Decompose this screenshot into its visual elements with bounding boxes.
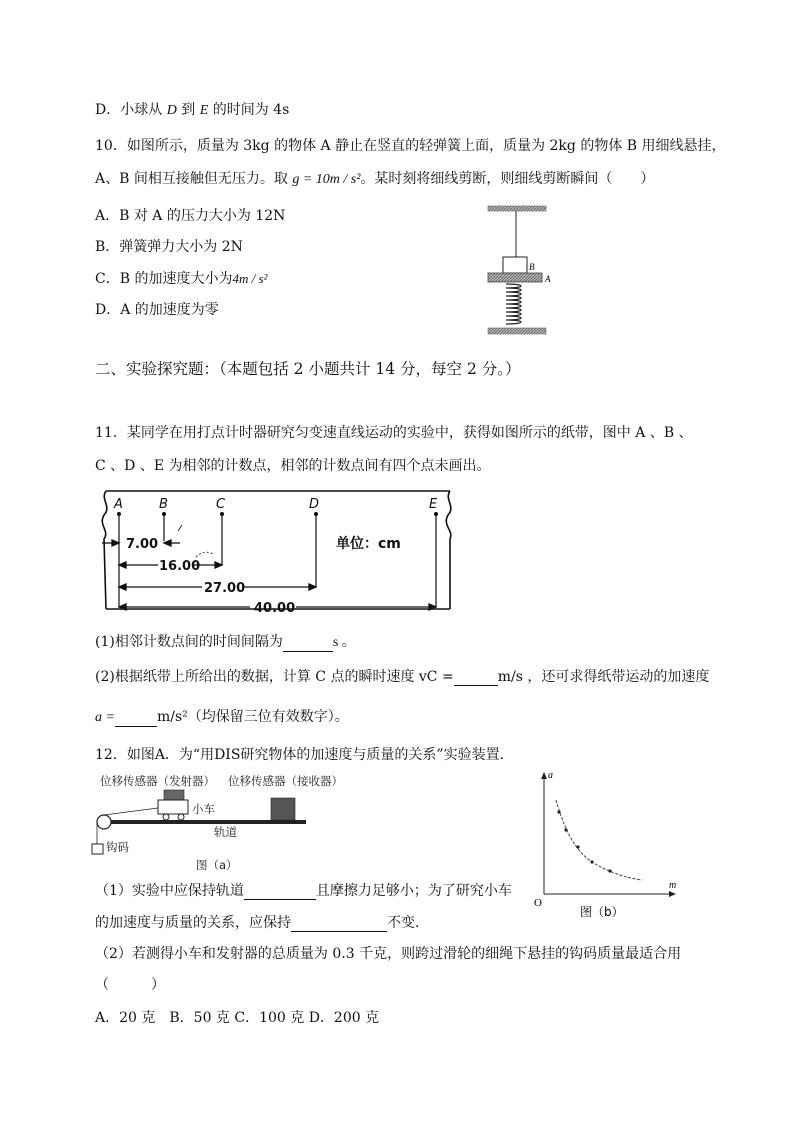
q11-sub1-unit: s 。 — [332, 635, 356, 650]
q9d-text-pre: D．小球从 — [95, 102, 167, 118]
data-point — [557, 810, 560, 813]
origin-label: O — [534, 897, 542, 909]
floor-support — [488, 328, 546, 334]
cart-wheel-left — [163, 814, 169, 820]
q10c-text: C．B 的加速度大小为 — [95, 271, 233, 287]
block-b — [503, 257, 527, 273]
track — [110, 820, 306, 824]
dist-ac: 16.00 — [159, 559, 201, 574]
tape-left-edge — [102, 491, 107, 609]
q12-choices: A．20 克 B．50 克 C．100 克 D．200 克 — [95, 1010, 380, 1026]
curve — [556, 800, 642, 880]
block-a — [488, 273, 542, 282]
q12-sub1-text-a: （1）实验中应保持轨道 — [95, 883, 244, 899]
q10-g-value: g = 10m / s² — [292, 172, 361, 187]
a-m-graph-figure-b — [530, 766, 688, 924]
q12-sub1-blank-2[interactable] — [291, 917, 387, 932]
apparatus-figure-a — [88, 768, 343, 874]
q10-stem-post: 。某时刻将细线剪断，则细线剪断瞬间（ ） — [360, 171, 655, 187]
pulley — [97, 815, 111, 829]
figure-a-caption: 图（a） — [196, 858, 238, 872]
label-b: B — [529, 262, 535, 272]
q10-stem-pre: A、B 间相互接触但无压力。取 — [95, 171, 293, 187]
ceiling-support — [488, 206, 546, 211]
q11-sub1-text: (1)相邻计数点间的时间间隔为 — [95, 634, 283, 650]
q10-option-d: D．A 的加速度为零 — [95, 302, 219, 318]
q11-sub3-text: a = — [95, 710, 115, 725]
q10c-value: 4m / s² — [232, 271, 268, 286]
cart-label: 小车 — [192, 802, 215, 816]
tape-label-b: B — [159, 497, 168, 512]
q12-sub2-line1: （2）若测得小车和发射器的总质量为 0.3 千克，则跨过滑轮的细绳下悬挂的钩码质量最适合用 — [95, 946, 682, 962]
q10-option-c — [95, 270, 267, 288]
q12-sub1-text-c: 的加速度与质量的关系，应保持 — [95, 915, 291, 931]
data-point — [564, 828, 567, 831]
q12-sub1-text-b: 且摩擦力足够小；为了研究小车 — [315, 883, 512, 899]
cart-wheel-right — [178, 814, 184, 820]
tape-right-edge — [446, 491, 451, 609]
sensor-receiver-label: 位移传感器（接收器） — [228, 774, 343, 788]
tape-label-d: D — [309, 497, 320, 512]
hook-weight — [92, 844, 103, 854]
q12-stem: 12．如图A．为“用DIS研究物体的加速度与质量的关系”实验装置． — [95, 747, 514, 763]
q9d-text-mid: 到 — [176, 102, 200, 118]
q11-sub2 — [95, 668, 709, 686]
data-point — [590, 860, 593, 863]
q10-stem-line1: 10．如图所示，质量为 3kg 的物体 A 静止在竖直的轻弹簧上面，质量为 2kg 的物体 B 用细线悬挂， — [95, 138, 726, 154]
data-point — [608, 869, 611, 872]
q11-sub3-unit: m/s²（均保留三位有效数字）。 — [156, 709, 349, 725]
q9d-point-e: E — [199, 103, 209, 118]
q12-sub2-line2 — [95, 976, 165, 994]
x-axis-label: m — [669, 880, 677, 891]
tape-label-c: C — [216, 497, 226, 512]
q10-option-a: A．B 对 A 的压力大小为 12N — [95, 208, 286, 224]
q9d-point-d: D — [166, 103, 177, 118]
hook-weight-label: 钩码 — [106, 840, 129, 854]
label-a: A — [545, 274, 551, 284]
transmitter-sensor — [164, 790, 184, 800]
dist-ad: 27.00 — [204, 581, 246, 596]
q11-sub3-answer-blank[interactable] — [115, 712, 157, 727]
y-axis-label: a — [548, 770, 553, 781]
q11-sub1-answer-blank[interactable] — [283, 637, 333, 652]
q12-sub2-answer-paren[interactable]: （ ） — [95, 977, 165, 993]
q11-stem-line2: C 、D 、E 为相邻的计数点，相邻的计数点间有四个点未画出。 — [95, 458, 491, 474]
q11-sub2-text: (2)根据纸带上所给出的数据，计算 C 点的瞬时速度 vC = — [95, 669, 454, 685]
paper-tape-figure — [98, 487, 460, 617]
q12-sub1-line2 — [95, 914, 429, 932]
spring — [506, 284, 521, 324]
dist-ae: 40.00 — [254, 601, 296, 616]
cart-body — [158, 800, 188, 814]
q12-sub1-text-d: 不变． — [387, 915, 429, 931]
q11-sub1 — [95, 633, 356, 652]
q9-option-d — [95, 101, 289, 120]
figure-b-caption: 图（b） — [580, 905, 624, 919]
tape-unit: 单位：cm — [336, 536, 401, 552]
q12-sub1-line1 — [95, 882, 512, 900]
receiver-sensor — [271, 798, 295, 820]
q10-option-b: B．弹簧弹力大小为 2N — [95, 239, 243, 255]
rope-horizontal — [104, 808, 158, 815]
section-title: 二、实验探究题：（本题包括 2 小题共计 14 分，每空 2 分。） — [95, 360, 521, 378]
q10-stem-line2 — [95, 170, 654, 189]
dist-ab: 7.00 — [126, 537, 159, 552]
spring-block-figure — [486, 204, 556, 338]
tape-label-e: E — [429, 497, 438, 512]
tape-label-a: A — [114, 497, 123, 512]
sensor-transmitter-label: 位移传感器（发射器） — [100, 774, 215, 788]
q11-stem-line1: 11．某同学在用打点计时器研究匀变速直线运动的实验中，获得如图所示的纸带，图中 A 、B 、 — [95, 425, 693, 441]
q11-sub2-unit: m/s ，还可求得纸带运动的加速度 — [497, 669, 710, 685]
q12-sub1-blank-1[interactable] — [244, 885, 316, 900]
data-point — [576, 845, 579, 848]
track-label: 轨道 — [214, 825, 237, 839]
q11-sub3 — [95, 708, 349, 727]
q9d-text-post: 的时间为 4s — [208, 102, 290, 118]
q11-sub2-answer-blank[interactable] — [454, 671, 498, 686]
